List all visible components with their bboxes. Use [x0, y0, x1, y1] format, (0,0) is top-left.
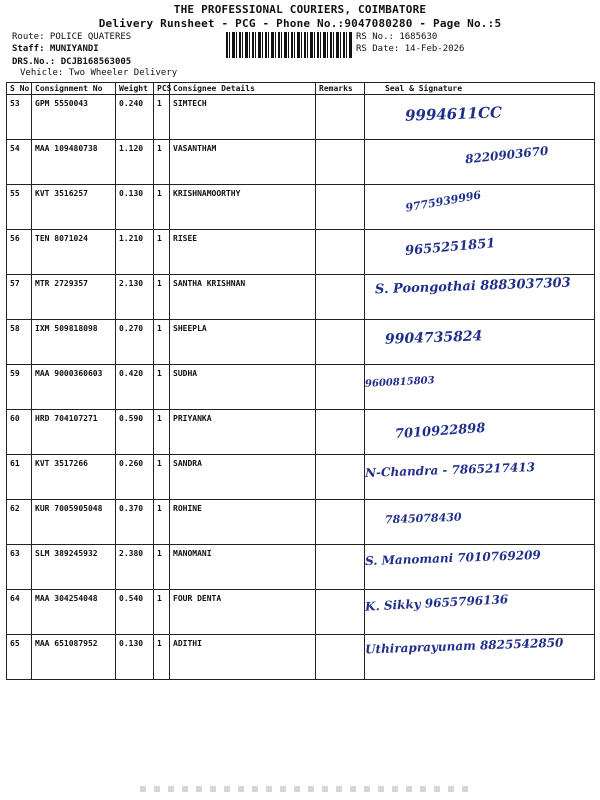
row-remarks [316, 590, 365, 635]
row-weight: 2.130 [116, 275, 154, 320]
row-remarks [316, 545, 365, 590]
table-row [7, 185, 595, 230]
handwritten-signature: S. Manomani 7010769209 [364, 547, 542, 569]
row-pcs: 1 [154, 590, 170, 635]
row-consignment-no: GPM 5550043 [32, 95, 116, 140]
rs-date: RS Date: 14-Feb-2026 [356, 44, 465, 54]
row-remarks [316, 275, 365, 320]
handwritten-signature: Uthiraprayunam 8825542850 [364, 635, 564, 657]
row-signature [365, 590, 595, 635]
handwritten-signature: 9994611CC [404, 103, 503, 125]
row-consignee-name: SUDHA [170, 365, 316, 410]
row-sno: 55 [7, 185, 32, 230]
row-weight: 1.120 [116, 140, 154, 185]
table-row [7, 95, 595, 140]
row-consignee-name: KRISHNAMOORTHY [170, 185, 316, 230]
row-consignee-name: SHEEPLA [170, 320, 316, 365]
handwritten-signature: N-Chandra - 7865217413 [364, 460, 536, 480]
row-remarks [316, 140, 365, 185]
table-row [7, 500, 595, 545]
row-consignment-no: MAA 109480738 [32, 140, 116, 185]
row-consignee-name: ROHINE [170, 500, 316, 545]
row-remarks [316, 365, 365, 410]
company-title: THE PROFESSIONAL COURIERS, COIMBATORE [173, 3, 427, 16]
row-weight: 0.370 [116, 500, 154, 545]
col-signature: Seal & Signature [365, 83, 595, 95]
row-sno: 60 [7, 410, 32, 455]
row-signature [365, 410, 595, 455]
row-signature [365, 635, 595, 680]
row-signature [365, 320, 595, 365]
row-remarks [316, 185, 365, 230]
row-consignment-no: TEN 8071024 [32, 230, 116, 275]
row-pcs: 1 [154, 140, 170, 185]
row-weight: 0.260 [116, 455, 154, 500]
table-row [7, 230, 595, 275]
row-consignee-name: RISEE [170, 230, 316, 275]
handwritten-signature: 7845078430 [384, 510, 462, 527]
row-sno: 56 [7, 230, 32, 275]
row-weight: 0.420 [116, 365, 154, 410]
row-consignee-name: VASANTHAM [170, 140, 316, 185]
row-sno: 59 [7, 365, 32, 410]
row-remarks [316, 95, 365, 140]
row-consignee-name: MANOMANI [170, 545, 316, 590]
handwritten-signature: 9904735824 [384, 328, 483, 348]
table-row [7, 635, 595, 680]
row-sno: 65 [7, 635, 32, 680]
row-consignment-no: KVT 3516257 [32, 185, 116, 230]
row-signature [365, 95, 595, 140]
row-sno: 58 [7, 320, 32, 365]
row-consignment-no: MAA 651087952 [32, 635, 116, 680]
staff-label: Staff: MUNIYANDI [12, 44, 99, 54]
col-weight: Weight [116, 83, 154, 95]
runsheet-title: Delivery Runsheet - PCG - Phone No.:9047080280 - Page No.:5 [98, 17, 502, 30]
row-consignee-name: SANTHA KRISHNAN [170, 275, 316, 320]
row-consignment-no: KUR 7005905048 [32, 500, 116, 545]
col-consignee: Consignee Details [170, 83, 316, 95]
row-signature [365, 455, 595, 500]
row-consignee-name: SIMTECH [170, 95, 316, 140]
row-pcs: 1 [154, 275, 170, 320]
handwritten-signature: 9655251851 [404, 236, 496, 259]
row-sno: 62 [7, 500, 32, 545]
row-weight: 0.130 [116, 185, 154, 230]
handwritten-signature: 7010922898 [394, 420, 486, 443]
row-consignment-no: HRD 704107271 [32, 410, 116, 455]
row-signature [365, 185, 595, 230]
row-consignee-name: FOUR DENTA [170, 590, 316, 635]
route-label: Route: POLICE QUATERES [12, 32, 132, 42]
handwritten-signature: 9775939996 [404, 188, 483, 215]
drs-label: DRS.No.: DCJB168563005 [12, 57, 132, 67]
col-consignment: Consignment No [32, 83, 116, 95]
row-pcs: 1 [154, 185, 170, 230]
row-pcs: 1 [154, 500, 170, 545]
delivery-table [6, 82, 595, 680]
row-consignment-no: SLM 389245932 [32, 545, 116, 590]
row-weight: 2.380 [116, 545, 154, 590]
row-sno: 63 [7, 545, 32, 590]
row-signature [365, 140, 595, 185]
table-row [7, 275, 595, 320]
table-row [7, 365, 595, 410]
table-row [7, 320, 595, 365]
row-consignment-no: KVT 3517266 [32, 455, 116, 500]
row-weight: 0.240 [116, 95, 154, 140]
row-remarks [316, 500, 365, 545]
row-consignment-no: MAA 304254048 [32, 590, 116, 635]
vehicle-label: Vehicle: Two Wheeler Delivery [20, 68, 178, 78]
row-weight: 0.590 [116, 410, 154, 455]
row-pcs: 1 [154, 230, 170, 275]
row-consignment-no: MAA 9000360603 [32, 365, 116, 410]
col-sno: S No [7, 83, 32, 95]
row-weight: 0.540 [116, 590, 154, 635]
row-consignee-name: ADITHI [170, 635, 316, 680]
row-weight: 0.130 [116, 635, 154, 680]
rs-number: RS No.: 1685630 [356, 32, 438, 42]
row-sno: 54 [7, 140, 32, 185]
handwritten-signature: S. Poongothai 8883037303 [374, 275, 571, 298]
row-remarks [316, 320, 365, 365]
row-signature [365, 545, 595, 590]
row-remarks [316, 230, 365, 275]
row-sno: 61 [7, 455, 32, 500]
row-pcs: 1 [154, 95, 170, 140]
footer-mark [140, 786, 470, 792]
row-signature [365, 275, 595, 320]
barcode-icon [226, 32, 352, 58]
row-sno: 53 [7, 95, 32, 140]
row-remarks [316, 455, 365, 500]
row-remarks [316, 635, 365, 680]
table-row [7, 140, 595, 185]
row-pcs: 1 [154, 545, 170, 590]
table-row [7, 455, 595, 500]
handwritten-signature: K. Sikky 9655796136 [364, 592, 509, 614]
row-pcs: 1 [154, 410, 170, 455]
row-sno: 57 [7, 275, 32, 320]
row-weight: 1.210 [116, 230, 154, 275]
row-weight: 0.270 [116, 320, 154, 365]
row-signature [365, 365, 595, 410]
col-pcs: PCS [154, 83, 170, 95]
row-pcs: 1 [154, 455, 170, 500]
row-consignee-name: SANDRA [170, 455, 316, 500]
row-consignment-no: MTR 2729357 [32, 275, 116, 320]
row-signature [365, 500, 595, 545]
table-row [7, 545, 595, 590]
table-header-row [7, 83, 595, 95]
row-sno: 64 [7, 590, 32, 635]
row-pcs: 1 [154, 635, 170, 680]
table-row [7, 590, 595, 635]
handwritten-signature: 8220903670 [464, 143, 550, 167]
row-remarks [316, 410, 365, 455]
handwritten-signature: 9600815803 [364, 375, 435, 390]
row-pcs: 1 [154, 365, 170, 410]
col-remarks: Remarks [316, 83, 365, 95]
row-pcs: 1 [154, 320, 170, 365]
row-signature [365, 230, 595, 275]
row-consignee-name: PRIYANKA [170, 410, 316, 455]
table-row [7, 410, 595, 455]
row-consignment-no: IXM 509818098 [32, 320, 116, 365]
